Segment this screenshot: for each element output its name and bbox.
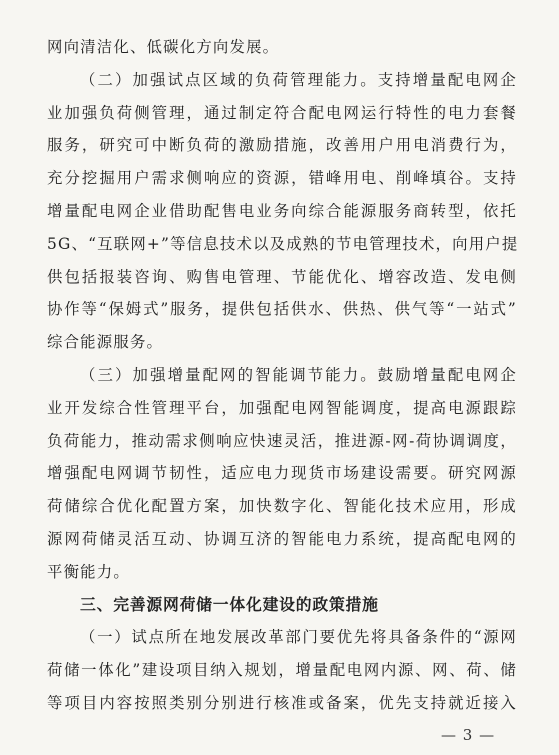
body-text-line: 等项目内容按照类别分别进行核准或备案，优先支持就近接入 <box>47 694 517 712</box>
body-text-line: 协作等“保姆式”服务，提供包括供水、供热、供气等“一站式” <box>47 300 517 318</box>
body-text-line: 增量配电网企业借助配售电业务向综合能源服务商转型，依托 <box>47 202 517 220</box>
body-text-line: 充分挖掘用户需求侧响应的资源，错峰用电、削峰填谷。支持 <box>47 169 517 187</box>
page-number: — 3 — <box>441 726 496 744</box>
body-text-line: 荷储一体化”建设项目纳入规划，增量配电网内源、网、荷、储 <box>47 661 517 679</box>
body-text-line: 综合能源服务。 <box>47 333 164 351</box>
body-text-line: 业加强负荷侧管理，通过制定符合配电网运行特性的电力套餐 <box>47 104 517 122</box>
body-text-line: （一）试点所在地发展改革部门要优先将具备条件的“源网 <box>80 628 517 646</box>
body-text-line: （三）加强增量配网的智能调节能力。鼓励增量配电网企 <box>80 366 517 384</box>
body-text-line: 网向清洁化、低碳化方向发展。 <box>47 38 280 56</box>
body-text-line: 增强配电网调节韧性，适应电力现货市场建设需要。研究网源 <box>47 464 517 482</box>
body-text-line: 负荷能力，推动需求侧响应快速灵活，推进源-网-荷协调调度， <box>47 432 517 450</box>
body-text-line: 业开发综合性管理平台，加强配电网智能调度，提高电源跟踪 <box>47 399 517 417</box>
body-text-line: 平衡能力。 <box>47 563 130 581</box>
body-text-line: 5G、“互联网+”等信息技术以及成熟的节电管理技术，向用户提 <box>47 235 519 253</box>
body-text-line: （二）加强试点区域的负荷管理能力。支持增量配电网企 <box>80 71 517 89</box>
body-text-line: 供包括报装咨询、购售电管理、节能优化、增容改造、发电侧 <box>47 268 517 286</box>
body-text-line: 服务，研究可中断负荷的激励措施，改善用户用电消费行为， <box>47 136 517 154</box>
body-text-line: 荷储综合优化配置方案，加快数字化、智能化技术应用，形成 <box>47 497 517 515</box>
body-text-line: 源网荷储灵活互动、协调互济的智能电力系统，提高配电网的 <box>47 530 517 548</box>
section-heading: 三、完善源网荷储一体化建设的政策措施 <box>80 595 379 614</box>
